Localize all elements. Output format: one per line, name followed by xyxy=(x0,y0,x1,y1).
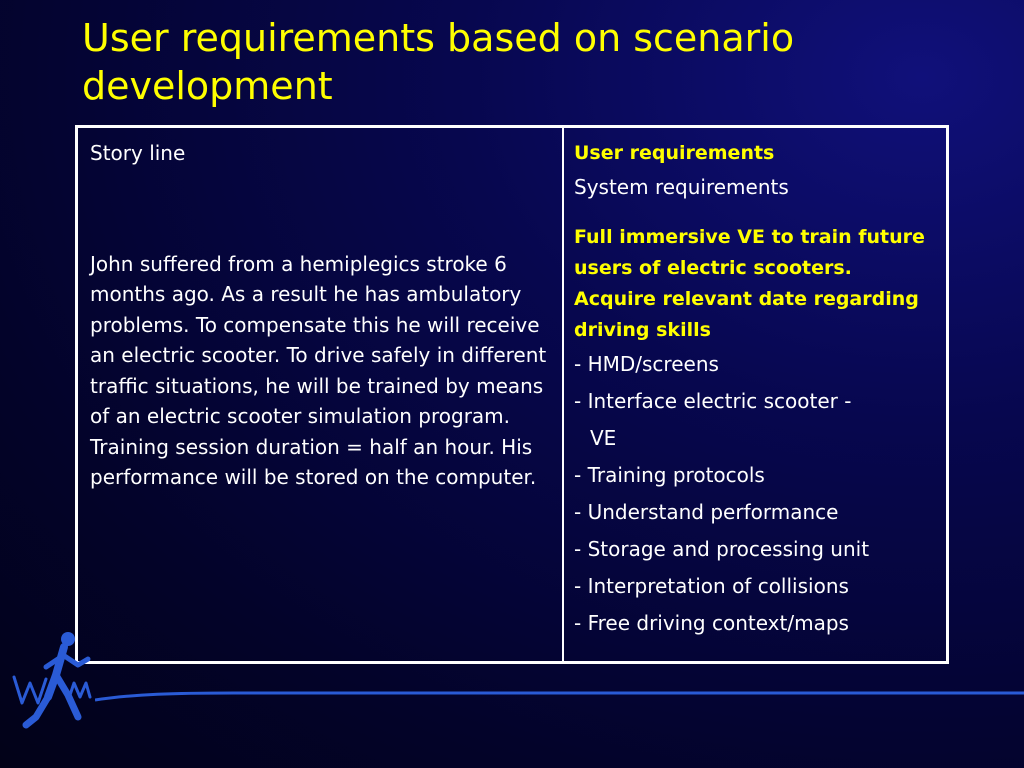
story-line-header: Story line xyxy=(90,141,186,165)
requirements-table xyxy=(75,125,949,664)
walking-figure-logo-icon xyxy=(8,625,103,735)
system-requirement-item: - Interface electric scooter - xyxy=(574,389,852,413)
decorative-line xyxy=(95,690,1024,704)
story-line-column xyxy=(78,128,564,661)
system-requirement-item: - Training protocols xyxy=(574,463,765,487)
system-requirement-item-continuation: VE xyxy=(590,426,617,450)
system-requirements-header: System requirements xyxy=(574,175,789,199)
user-requirement-text: Full immersive VE to train future users of electric scooters. Acquire relevant date regarding driving skills xyxy=(574,226,925,341)
system-requirement-item: - Storage and processing unit xyxy=(574,537,870,561)
system-requirement-item: - Free driving context/maps xyxy=(574,611,849,635)
requirements-column xyxy=(564,128,946,661)
user-requirements-header: User requirements xyxy=(574,142,775,164)
slide-title: User requirements based on scenario development xyxy=(82,16,795,108)
system-requirement-item: - Interpretation of collisions xyxy=(574,574,849,598)
system-requirement-item: - Understand performance xyxy=(574,500,839,524)
system-requirement-item: - HMD/screens xyxy=(574,352,719,376)
story-line-text: John suffered from a hemiplegics stroke 6 months ago. As a result he has ambulatory problems. To compensate this he will receive an electric scooter. To drive safely in different traffic situations, he will be trained by means of an electric scooter simulation program. Training session duration = half an hour. His performance will be stored on the computer. xyxy=(90,251,547,489)
